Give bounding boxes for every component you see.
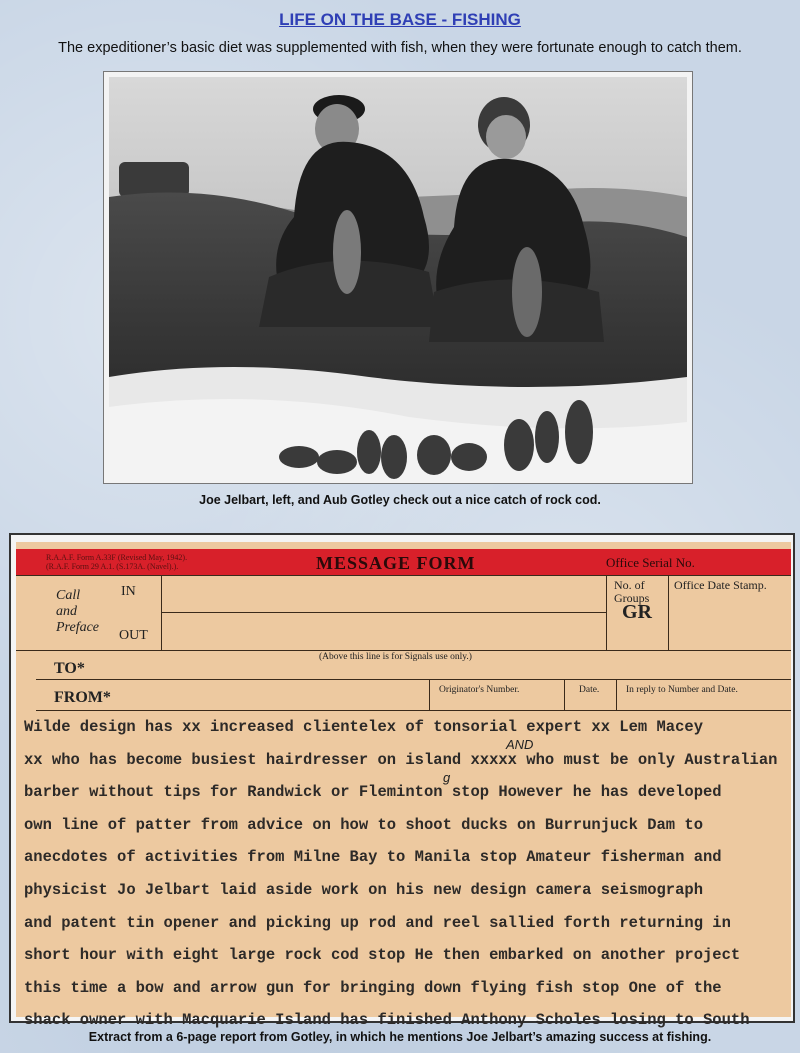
typed-line: physicist Jo Jelbart laid aside work on his new design camera seismograph xyxy=(24,880,704,899)
handwritten-g: g xyxy=(443,770,451,785)
document-caption: Extract from a 6-page report from Gotley, in which he mentions Joe Jelbart’s amazing success at fishing. xyxy=(88,1030,712,1044)
groups-label-2: Groups xyxy=(614,591,650,605)
divider xyxy=(668,575,669,650)
page-title: LIFE ON THE BASE - FISHING xyxy=(279,10,521,29)
call-preface-label xyxy=(56,588,99,636)
typed-line: xx who has become busiest hairdresser on island xxxxx who must be only Australian xyxy=(24,750,778,769)
form-ref-line-2: (R.A.F. Form 29 A.1. (S.173A. (Navel).). xyxy=(46,562,179,571)
date-label: Date. xyxy=(579,685,600,695)
to-label: TO* xyxy=(54,660,85,677)
typed-line: own line of patter from advice on how to shoot ducks on Burrunjuck Dam to xyxy=(24,815,704,834)
out-label: OUT xyxy=(119,628,148,643)
in-label: IN xyxy=(121,584,136,599)
photo-caption: Joe Jelbart, left, and Aub Gotley check out a nice catch of rock cod. xyxy=(199,493,601,507)
typed-line: shack owner with Macquarie Island has finished Anthony Scholes losing to South xyxy=(24,1011,750,1030)
fishing-photo xyxy=(109,77,687,478)
groups-value: GR xyxy=(622,601,652,623)
divider xyxy=(16,575,791,576)
preface-label: Preface xyxy=(56,620,100,635)
typed-line: Wilde design has xx increased clientelex of tonsorial expert xx Lem Macey xyxy=(24,718,704,736)
office-serial-label: Office Serial No. xyxy=(606,555,695,570)
divider xyxy=(161,612,606,613)
signals-note: (Above this line is for Signals use only.) xyxy=(319,652,472,662)
divider xyxy=(564,679,565,710)
typed-line: this time a bow and arrow gun for bringing down flying fish stop One of the xyxy=(24,978,722,997)
office-date-stamp-label: Office Date Stamp. xyxy=(674,578,767,592)
typed-line: barber without tips for Randwick or Fleminton stop However he has developed xyxy=(24,783,722,802)
photo-frame xyxy=(103,71,693,484)
typed-line: anecdotes of activities from Milne Bay to Manila stop Amateur fisherman and xyxy=(24,848,722,867)
and-label: and xyxy=(56,604,77,619)
reply-label: In reply to Number and Date. xyxy=(626,685,738,695)
typed-message xyxy=(24,718,794,1044)
form-ref-line-1: R.A.A.F. Form A.33F (Revised May, 1942). xyxy=(46,553,188,562)
typed-line: short hour with eight large rock cod stop He then embarked on another project xyxy=(24,946,741,965)
from-label: FROM* xyxy=(54,689,111,706)
divider xyxy=(36,679,791,680)
divider xyxy=(616,679,617,710)
originator-number-label: Originator's Number. xyxy=(439,685,520,695)
message-form xyxy=(16,542,791,1030)
divider xyxy=(429,679,430,710)
divider xyxy=(16,650,791,651)
divider xyxy=(36,710,791,711)
form-reference xyxy=(46,553,187,571)
handwritten-and: AND xyxy=(506,737,534,752)
document-frame xyxy=(9,533,795,1030)
form-title: MESSAGE FORM xyxy=(316,553,476,573)
page-subtitle: The expeditioner’s basic diet was supplemented with fish, when they were fortunate enough to catch them. xyxy=(58,40,742,56)
groups-label-1: No. of xyxy=(614,578,645,592)
divider xyxy=(606,575,607,650)
typed-line: and patent tin opener and picking up rod and reel sallied forth returning in xyxy=(24,913,731,932)
call-label: Call xyxy=(56,588,81,603)
